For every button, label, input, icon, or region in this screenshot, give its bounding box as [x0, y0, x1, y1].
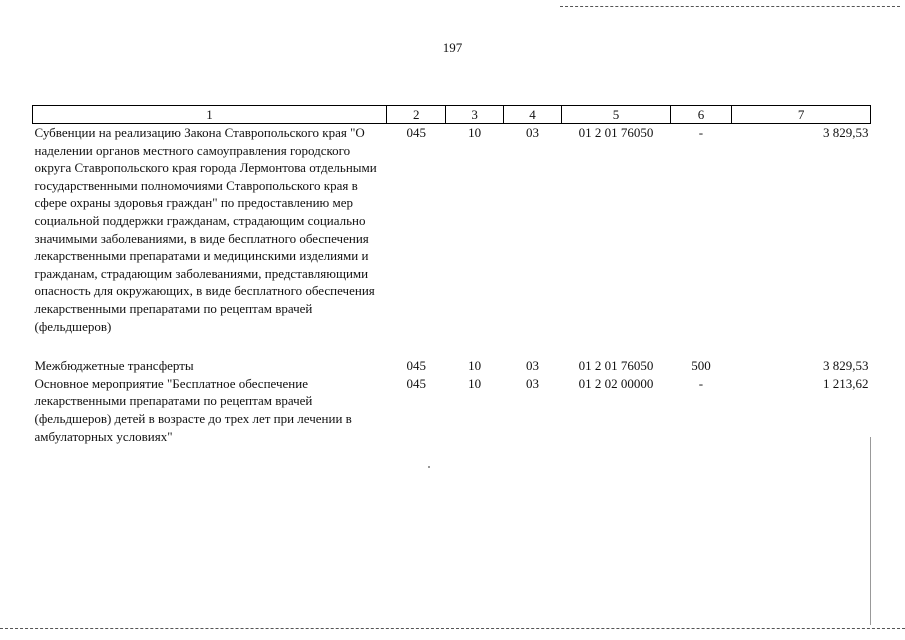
header-col-3: 3 [446, 106, 503, 124]
row-col-4: 03 [525, 125, 539, 140]
row-col-7: 3 829,53 [823, 125, 869, 140]
row-col-2: 045 [406, 358, 427, 374]
header-row [33, 106, 871, 124]
header-col-2: 2 [387, 106, 446, 124]
row-col-6: 500 [691, 358, 711, 374]
row-name: Межбюджетные трансферты [34, 358, 194, 374]
row-col-5: 01 2 02 00000 [578, 375, 654, 391]
table-row [33, 375, 871, 445]
row-col-2: 045 [406, 375, 427, 391]
scan-edge-top [560, 6, 900, 7]
row-col-7: 1 213,62 [823, 375, 869, 391]
table-row [33, 124, 871, 336]
row-col-3: 10 [468, 375, 482, 391]
table-spacer-row [33, 335, 871, 357]
page-number: 197 [442, 40, 463, 55]
row-col-6: - [698, 125, 704, 140]
row-name: Субвенции на реализацию Закона Ставропольского края "О наделении органов местного самоуправления городского округа Ставропольского края города Лермонтова отдельными государственными полномочиями Ставропольского края в сфере охраны здоровья граждан" по предоставлению мер социальной поддержки гражданам, страдающим социально значимыми заболеваниями, в виде бесплатного обеспечения лекарственными препаратами и медицинскими изделиями и гражданам, страдающим заболеваниями, представляющими опасность для окружающих, в виде бесплатного обеспечения лекарственными препаратами по рецептам врачей (фельдшеров) [34, 125, 377, 334]
row-col-7: 3 829,53 [823, 358, 869, 374]
row-col-5: 01 2 01 76050 [578, 358, 654, 374]
row-col-4: 03 [525, 375, 539, 391]
row-col-3: 10 [468, 358, 482, 374]
row-col-4: 03 [525, 358, 539, 374]
budget-table [32, 105, 871, 445]
header-col-7: 7 [732, 106, 871, 124]
header-col-4: 4 [503, 106, 561, 124]
row-name: Основное мероприятие "Бесплатное обеспечение лекарственными препаратами по рецептам врачей (фельдшеров) детей в возрасте до трех лет при лечении в амбулаторных условиях" [34, 375, 352, 444]
row-col-6: - [698, 375, 704, 391]
scan-artifact-dot [428, 466, 430, 468]
header-col-1: 1 [33, 106, 387, 124]
header-col-5: 5 [562, 106, 671, 124]
scan-edge-bottom [0, 628, 905, 629]
header-col-6: 6 [670, 106, 731, 124]
row-col-2: 045 [406, 125, 427, 140]
scan-artifact-line [870, 437, 871, 625]
row-col-5: 01 2 01 76050 [578, 125, 654, 140]
table-row [33, 357, 871, 375]
row-col-3: 10 [468, 125, 482, 140]
